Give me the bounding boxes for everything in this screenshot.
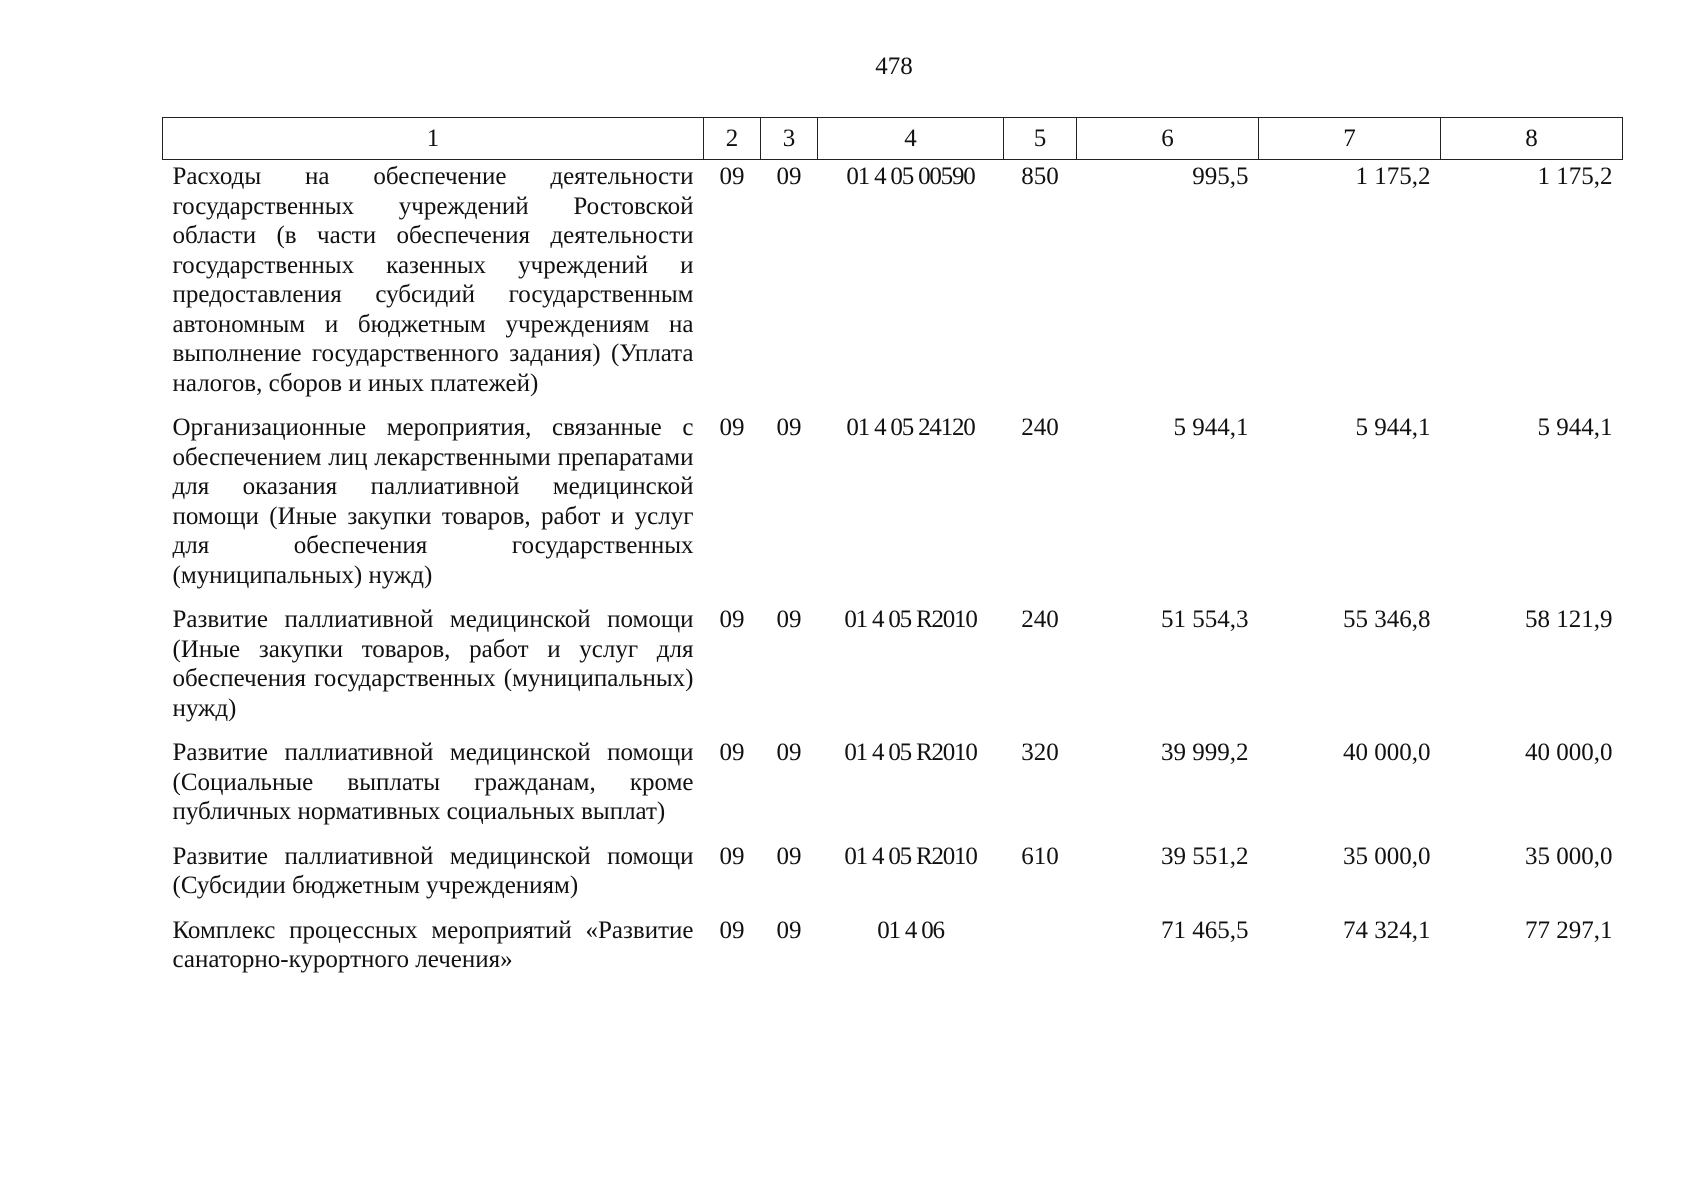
expense-type: 320 xyxy=(1021,739,1059,766)
table-row xyxy=(163,160,1623,408)
column-header-8: 8 xyxy=(1441,118,1623,160)
amount-col-8: 1 175,2 xyxy=(1537,163,1613,190)
column-header-2: 2 xyxy=(704,118,761,160)
target-article: 01 4 05 R2010 xyxy=(844,739,977,766)
expense-type: 240 xyxy=(1021,606,1059,633)
target-article: 01 4 05 R2010 xyxy=(844,606,977,633)
table-row xyxy=(163,407,1623,599)
expense-name: Развитие паллиативной медицинской помощи (Социальные выплаты гражданам, кроме публичных нормативных социальных выплат) xyxy=(172,739,694,825)
section-code: 09 xyxy=(719,606,745,633)
subsection-code: 09 xyxy=(776,414,802,441)
expense-type: 240 xyxy=(1021,414,1059,441)
target-article: 01 4 05 R2010 xyxy=(844,842,977,870)
target-article: 01 4 06 xyxy=(877,916,944,944)
expense-type: 610 xyxy=(1021,842,1059,870)
subsection-code: 09 xyxy=(776,739,802,766)
table-header xyxy=(163,118,1623,160)
amount-col-8: 5 944,1 xyxy=(1537,414,1613,441)
column-header-5: 5 xyxy=(1004,118,1077,160)
amount-col-7: 5 944,1 xyxy=(1355,414,1431,441)
amount-col-6: 5 944,1 xyxy=(1173,414,1249,441)
table-body xyxy=(163,160,1623,984)
column-header-1: 1 xyxy=(163,118,704,160)
table-row xyxy=(163,910,1623,984)
section-code: 09 xyxy=(719,163,745,190)
target-article: 01 4 05 24120 xyxy=(846,414,975,441)
amount-col-8: 58 121,9 xyxy=(1525,606,1613,633)
section-code: 09 xyxy=(719,414,745,441)
amount-col-6: 995,5 xyxy=(1192,163,1249,190)
subsection-code: 09 xyxy=(776,842,802,870)
section-code: 09 xyxy=(719,842,745,870)
expense-name: Организационные мероприятия, связанные с обеспечением лиц лекарственными препаратами для оказания паллиативной медицинской помощи (Иные закупки товаров, работ и услуг для обеспечения государственных (муниципальных) нужд) xyxy=(172,414,694,589)
amount-col-7: 1 175,2 xyxy=(1355,163,1431,190)
table-row xyxy=(163,836,1623,910)
expense-name: Развитие паллиативной медицинской помощи (Субсидии бюджетным учреждениям) xyxy=(172,842,694,899)
table-row xyxy=(163,599,1623,732)
amount-col-8: 35 000,0 xyxy=(1525,842,1613,870)
amount-col-7: 74 324,1 xyxy=(1343,916,1431,944)
section-code: 09 xyxy=(719,916,745,944)
amount-col-8: 40 000,0 xyxy=(1525,739,1613,766)
column-header-3: 3 xyxy=(761,118,818,160)
expense-name: Развитие паллиативной медицинской помощи (Иные закупки товаров, работ и услуг для обеспечения государственных (муниципальных) нужд) xyxy=(172,606,694,722)
amount-col-8: 77 297,1 xyxy=(1525,916,1613,944)
budget-table xyxy=(162,117,1623,984)
section-code: 09 xyxy=(719,739,745,766)
expense-name: Комплекс процессных мероприятий «Развитие санаторно-курортного лечения» xyxy=(172,916,694,973)
expense-type xyxy=(1004,910,1077,984)
column-header-6: 6 xyxy=(1077,118,1259,160)
amount-col-6: 39 551,2 xyxy=(1161,842,1249,870)
amount-col-6: 71 465,5 xyxy=(1161,916,1249,944)
amount-col-7: 40 000,0 xyxy=(1343,739,1431,766)
subsection-code: 09 xyxy=(776,916,802,944)
column-header-7: 7 xyxy=(1259,118,1441,160)
target-article: 01 4 05 00590 xyxy=(846,163,975,190)
subsection-code: 09 xyxy=(776,606,802,633)
table-row xyxy=(163,732,1623,836)
expense-name: Расходы на обеспечение деятельности государственных учреждений Ростовской области (в части обеспечения деятельности государственных казенных учреждений и предоставления субсидий государственным автономным и бюджетным учреждениям на выполнение государственного задания) (Уплата налогов, сборов и иных платежей) xyxy=(172,163,694,397)
column-header-4: 4 xyxy=(818,118,1004,160)
amount-col-7: 55 346,8 xyxy=(1343,606,1431,633)
header-row xyxy=(163,118,1623,160)
page-number: 478 xyxy=(875,53,913,80)
amount-col-6: 39 999,2 xyxy=(1161,739,1249,766)
amount-col-6: 51 554,3 xyxy=(1161,606,1249,633)
amount-col-7: 35 000,0 xyxy=(1343,842,1431,870)
subsection-code: 09 xyxy=(776,163,802,190)
expense-type: 850 xyxy=(1021,163,1059,190)
